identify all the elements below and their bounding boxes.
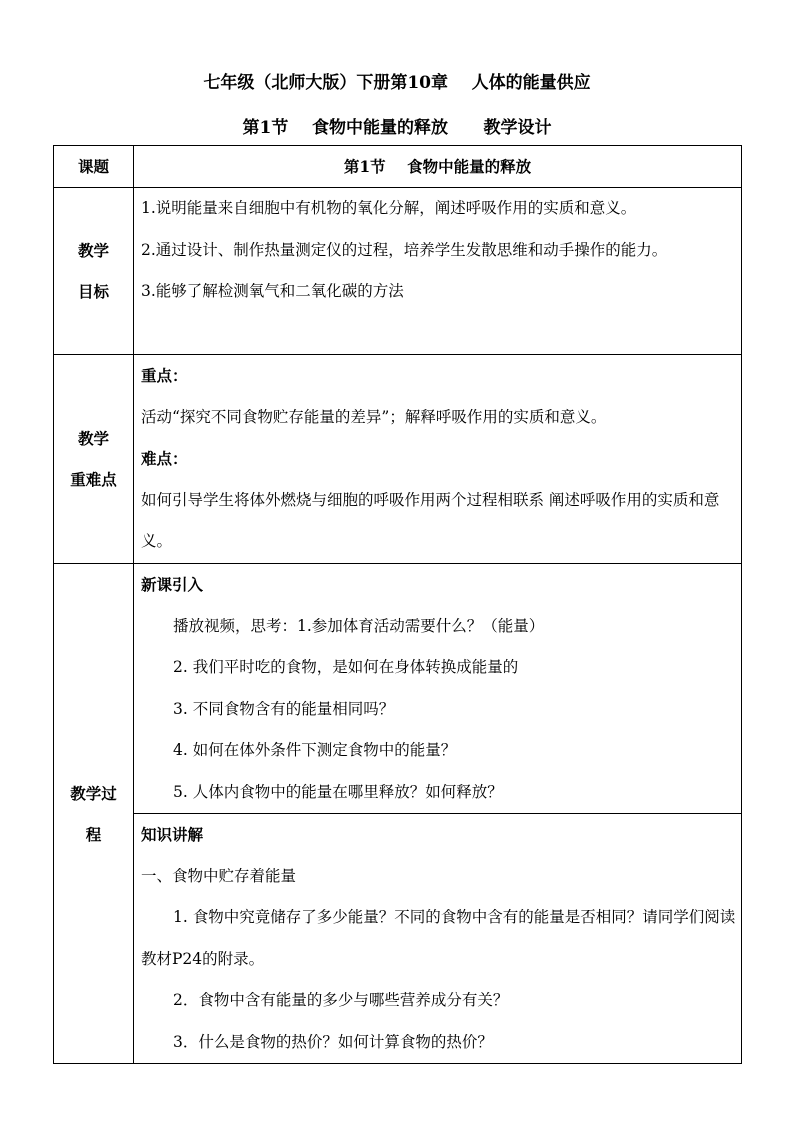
knowledge-heading: 知识讲解 <box>141 825 204 844</box>
topic-value: 第1节 食物中能量的释放 <box>343 157 532 176</box>
topic-row <box>54 146 742 188</box>
objectives-label-line2: 目标 <box>77 282 109 301</box>
process-knowledge-row <box>54 814 742 1064</box>
lesson-plan-table <box>53 145 742 1064</box>
objective-item: 1.说明能量来自细胞中有机物的氧化分解，阐述呼吸作用的实质和意义。 <box>141 199 637 217</box>
key-points-content-cell <box>134 355 742 564</box>
topic-label-cell <box>54 146 134 188</box>
objectives-label-line1: 教学 <box>77 241 109 260</box>
key-points-label-line1: 教学 <box>77 429 109 448</box>
key-point-text: 活动“探究不同食物贮存能量的差异”；解释呼吸作用的实质和意义。 <box>141 407 607 426</box>
knowledge-question: 3．什么是食物的热价？如何计算食物的热价？ <box>173 1032 493 1051</box>
document-subtitle: 第1节 食物中能量的释放 教学设计 <box>242 118 552 138</box>
key-points-row <box>54 355 742 564</box>
objectives-row <box>54 188 742 355</box>
intro-line: 4. 如何在体外条件下测定食物中的能量？ <box>173 741 457 759</box>
topic-label: 课题 <box>77 157 109 176</box>
process-label-line1: 教学过 <box>70 783 117 803</box>
key-points-label-line2: 重难点 <box>70 470 117 489</box>
topic-value-cell <box>134 146 742 188</box>
process-label-cell <box>54 564 134 1064</box>
intro-line: 3. 不同食物含有的能量相同吗？ <box>173 699 395 718</box>
document-title: 七年级（北师大版）下册第10章 人体的能量供应 <box>203 73 591 93</box>
key-point-heading: 重点： <box>141 366 188 385</box>
objective-item: 3.能够了解检测氧气和二氧化碳的方法 <box>141 282 404 300</box>
objectives-label-cell <box>54 188 134 355</box>
objectives-content-cell <box>134 188 742 355</box>
difficult-point-heading: 难点： <box>141 449 188 468</box>
process-label-line2: 程 <box>85 824 102 844</box>
intro-line: 播放视频，思考：1.参加体育活动需要什么？（能量） <box>173 616 545 635</box>
knowledge-content-cell <box>134 814 742 1064</box>
intro-line: 2. 我们平时吃的食物，是如何在身体转换成能量的 <box>173 658 519 676</box>
objective-item: 2.通过设计、制作热量测定仪的过程，培养学生发散思维和动手操作的能力。 <box>141 240 668 259</box>
intro-content-cell <box>134 564 742 814</box>
intro-heading: 新课引入 <box>141 575 204 594</box>
process-intro-row <box>54 564 742 814</box>
intro-line: 5. 人体内食物中的能量在哪里释放？如何释放？ <box>173 782 503 801</box>
difficult-point-text: 如何引导学生将体外燃烧与细胞的呼吸作用两个过程相联系 阐述呼吸作用的实质和意义。 <box>141 490 720 550</box>
knowledge-section-title: 一、食物中贮存着能量 <box>141 866 297 885</box>
key-points-label-cell <box>54 355 134 564</box>
knowledge-question: 2．食物中含有能量的多少与哪些营养成分有关？ <box>173 991 509 1009</box>
knowledge-question: 1. 食物中究竟储存了多少能量？不同的食物中含有的能量是否相同？请同学们阅读教材P24的附录。 <box>141 908 736 968</box>
